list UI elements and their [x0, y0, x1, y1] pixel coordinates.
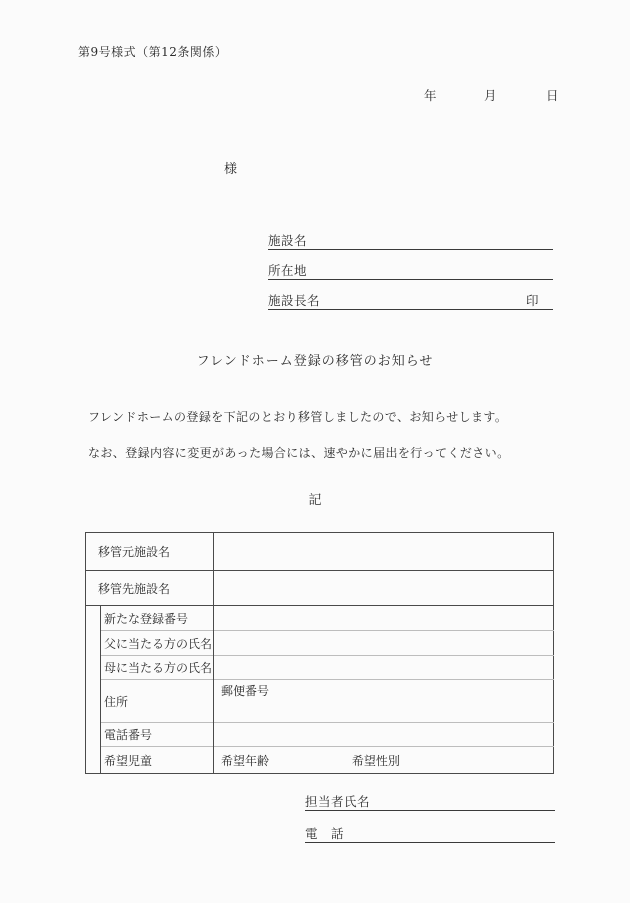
address-label: 住所: [101, 680, 214, 723]
facility-address-label: 所在地: [268, 263, 308, 278]
destination-facility-value: [214, 571, 554, 606]
mother-name-label: 母に当たる方の氏名: [101, 656, 214, 680]
date-line: [0, 86, 630, 102]
body-paragraph-1: フレンドホームの登録を下記のとおり移管しましたので、お知らせします。: [88, 410, 508, 424]
document-title: フレンドホーム登録の移管のお知らせ: [196, 354, 434, 369]
contact-phone-label: 電 話: [305, 826, 345, 841]
source-facility-value: [214, 533, 554, 571]
registration-number-label: 新たな登録番号: [101, 606, 214, 631]
spacer-cell: [86, 606, 101, 774]
record-marker: 記: [308, 493, 322, 508]
facility-name-label: 施設名: [268, 233, 308, 248]
contact-name-label: 担当者氏名: [305, 794, 371, 809]
mother-name-value: [214, 656, 554, 680]
phone-number-label: 電話番号: [101, 723, 214, 747]
table-row: [86, 631, 554, 656]
table-row: [86, 656, 554, 680]
desired-age-label: 希望年齢: [221, 753, 270, 768]
contact-phone-field: [305, 823, 555, 843]
phone-number-value: [214, 723, 554, 747]
date-day-label: 日: [546, 88, 559, 103]
facility-address-field: [268, 260, 553, 280]
table-row: [86, 680, 554, 723]
table-row: [86, 747, 554, 774]
destination-facility-label: 移管先施設名: [86, 571, 214, 606]
source-facility-label: 移管元施設名: [98, 545, 171, 559]
father-name-label: 父に当たる方の氏名: [101, 631, 214, 656]
desired-child-value: [214, 747, 554, 774]
facility-director-field: [268, 290, 553, 310]
facility-name-field: [268, 230, 553, 250]
contact-name-field: [305, 791, 555, 811]
table-row: [86, 533, 554, 571]
table-row: [86, 723, 554, 747]
table-row: [86, 606, 554, 631]
seal-mark: 印: [525, 293, 539, 308]
postal-code-label: 郵便番号: [221, 684, 270, 698]
address-value: [214, 680, 554, 723]
date-year-label: 年: [424, 88, 437, 103]
father-name-value: [214, 631, 554, 656]
desired-gender-label: 希望性別: [351, 753, 400, 768]
addressee-honorific: 様: [224, 162, 238, 177]
table-row: [86, 571, 554, 606]
form-number: 第9号様式（第12条関係）: [78, 45, 228, 59]
registration-number-value: [214, 606, 554, 631]
date-month-label: 月: [484, 88, 497, 103]
transfer-details-table: [85, 532, 554, 774]
desired-child-label: 希望児童: [101, 747, 214, 774]
facility-director-label: 施設長名: [268, 293, 321, 308]
body-paragraph-2: なお、登録内容に変更があった場合には、速やかに届出を行ってください。: [88, 446, 510, 460]
